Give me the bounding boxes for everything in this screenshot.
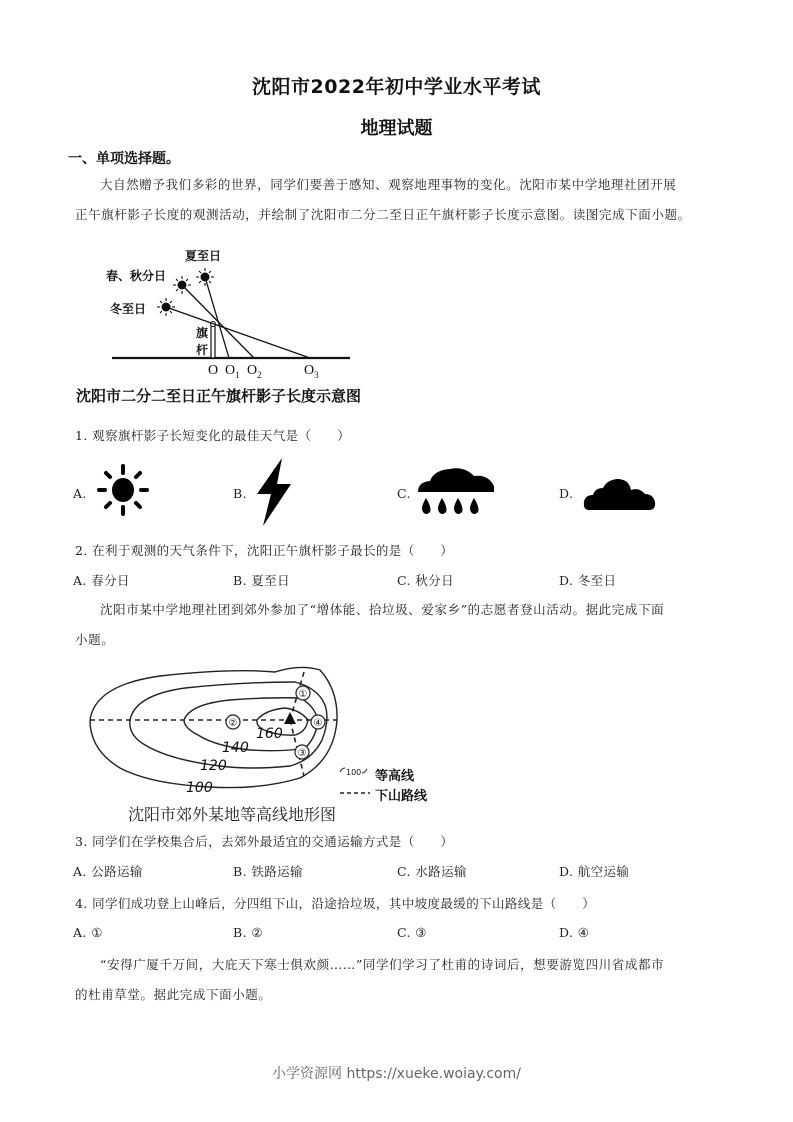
legend-contour-label: 等高线 <box>375 769 415 784</box>
intro-1-line-1: 大自然赠予我们多彩的世界，同学们要善于感知、观察地理事物的变化。沈阳市某中学地理社团开展 <box>100 177 677 192</box>
contour-label-120: 120 <box>200 758 227 774</box>
question-4-stem: 4. 同学们成功登上山峰后，分四组下山，沿途拾垃圾，其中坡度最缓的下山路线是（ ） <box>75 896 596 911</box>
q1-option-a[interactable] <box>73 483 87 502</box>
intro-3-line-1: “安得广厦千万间，大庇天下寒士俱欢颜……”同学们学习了杜甫的诗词后，想要游览四川省成都市 <box>100 957 665 972</box>
exam-subtitle: 地理试题 <box>360 118 433 139</box>
rain-cloud-icon <box>416 464 496 518</box>
option-label: D. <box>559 486 574 501</box>
legend-route-label: 下山路线 <box>375 789 428 804</box>
q3-option-b[interactable]: B. 铁路运输 <box>233 864 303 879</box>
flagpole-shadow-figure <box>70 240 410 410</box>
sun-icon <box>95 462 151 518</box>
q2-option-a[interactable]: A. 春分日 <box>73 573 130 588</box>
label-O3: $O_3$ <box>304 363 319 380</box>
intro-3-line-2: 的杜甫草堂。据此完成下面小题。 <box>75 987 272 1002</box>
label-flagpole-top: 旗 <box>196 326 209 340</box>
q2-option-b[interactable]: B. 夏至日 <box>233 573 291 588</box>
sun-winter-icon <box>157 298 175 316</box>
exam-title: 沈阳市2022年初中学业水平考试 <box>252 76 541 98</box>
q1-option-d[interactable] <box>559 483 573 502</box>
option-label: A. <box>73 486 87 501</box>
option-label: B. <box>233 486 247 501</box>
q3-option-c[interactable]: C. 水路运输 <box>397 864 467 879</box>
section-heading: 一、单项选择题。 <box>68 151 180 167</box>
label-O1: $O_1$ <box>225 363 240 380</box>
cloud-icon <box>583 478 657 512</box>
question-1-stem: 1. 观察旗杆影子长短变化的最佳天气是（ ） <box>75 428 351 443</box>
intro-paragraph-1 <box>75 170 725 230</box>
figure-1-caption: 沈阳市二分二至日正午旗杆影子长度示意图 <box>76 387 362 405</box>
question-2-stem: 2. 在利于观测的天气条件下，沈阳正午旗杆影子最长的是（ ） <box>75 543 454 558</box>
sun-summer-icon <box>196 268 214 286</box>
route-2-label: ② <box>228 718 238 729</box>
route-4-label: ④ <box>313 718 323 729</box>
q4-option-c[interactable]: C. ③ <box>397 925 427 940</box>
intro-2-line-2: 小题。 <box>75 632 115 647</box>
contour-label-140: 140 <box>222 740 249 756</box>
question-3-stem: 3. 同学们在学校集合后，去郊外最适宜的交通运输方式是（ ） <box>75 834 454 849</box>
label-flagpole-bottom: 杆 <box>196 343 209 357</box>
label-equinox: 春、秋分日 <box>106 269 167 283</box>
label-winter-solstice: 冬至日 <box>110 302 147 316</box>
q4-option-d[interactable]: D. ④ <box>559 925 590 940</box>
option-label: C. <box>397 486 411 501</box>
intro-2-line-1: 沈阳市某中学地理社团到郊外参加了“增体能、拾垃圾、爱家乡”的志愿者登山活动。据此完成下面 <box>100 602 665 617</box>
q1-option-b[interactable] <box>233 483 247 502</box>
q3-option-d[interactable]: D. 航空运输 <box>559 864 630 879</box>
label-O: O <box>208 363 219 378</box>
q4-option-b[interactable]: B. ② <box>233 925 263 940</box>
contour-map-figure <box>80 660 460 830</box>
contour-label-160: 160 <box>256 726 283 742</box>
q2-option-d[interactable]: D. 冬至日 <box>559 573 617 588</box>
q4-option-a[interactable]: A. ① <box>73 925 103 940</box>
figure-2-caption: 沈阳市郊外某地等高线地形图 <box>128 805 337 824</box>
q3-option-a[interactable]: A. 公路运输 <box>73 864 143 879</box>
label-O2: $O_2$ <box>247 363 262 380</box>
lightning-icon <box>255 458 295 528</box>
legend-contour-sample: 100 <box>346 768 362 777</box>
route-3-label: ③ <box>297 748 307 759</box>
intro-paragraph-2 <box>75 595 725 655</box>
intro-paragraph-3 <box>75 950 725 1010</box>
route-1-label: ① <box>298 689 308 700</box>
footer-watermark: 小学资源网 https://xueke.woiay.com/ <box>272 1066 521 1082</box>
intro-1-line-2: 正午旗杆影子长度的观测活动，并绘制了沈阳市二分二至日正午旗杆影子长度示意图。读图完成下面小题。 <box>75 207 691 222</box>
label-summer-solstice: 夏至日 <box>185 249 222 263</box>
q2-option-c[interactable]: C. 秋分日 <box>397 573 454 588</box>
q1-option-c[interactable] <box>397 483 411 502</box>
contour-label-100: 100 <box>186 780 213 796</box>
peak-icon <box>284 712 296 724</box>
